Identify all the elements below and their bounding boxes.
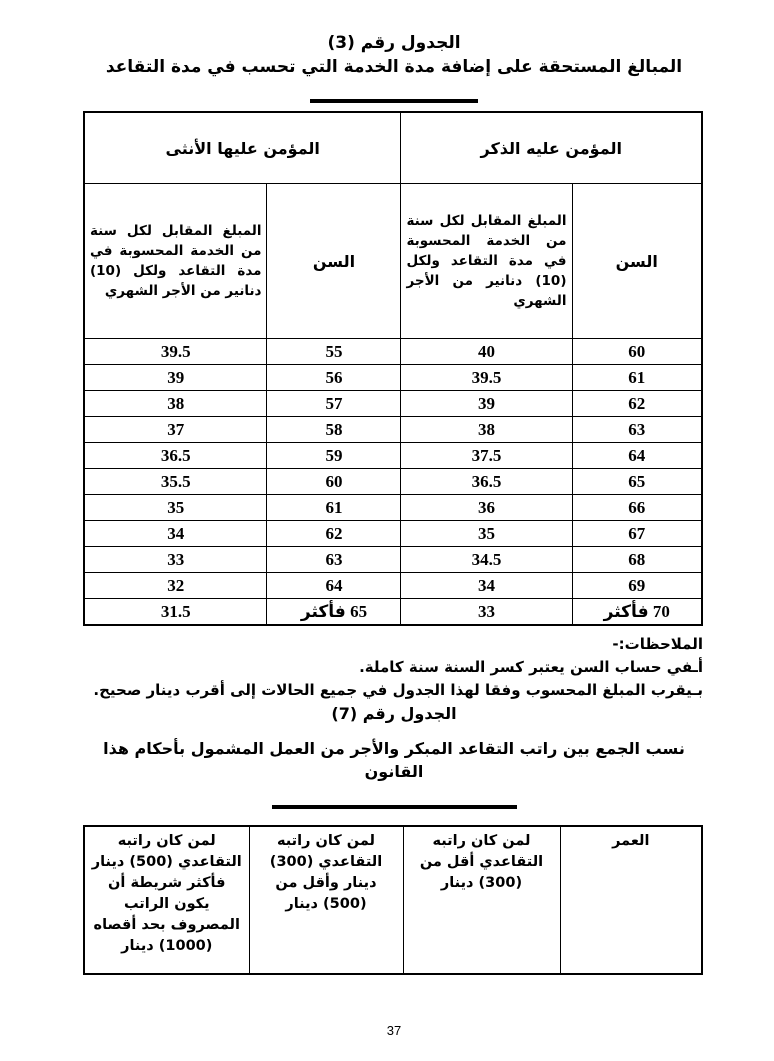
- female-age-cell: 58: [267, 417, 401, 443]
- male-amount-cell: 35: [401, 521, 572, 547]
- male-amount-cell: 33: [401, 599, 572, 626]
- female-age-header: السن: [267, 184, 401, 339]
- male-amount-cell: 36.5: [401, 469, 572, 495]
- table3-title: الجدول رقم (3): [327, 33, 461, 53]
- table-row: [84, 391, 702, 417]
- male-amount-cell: 40: [401, 339, 572, 365]
- female-group-header: المؤمن عليها الأنثى: [84, 112, 401, 184]
- female-amount-cell: 39: [84, 365, 267, 391]
- female-amount-cell: 35: [84, 495, 267, 521]
- notes-section: [85, 633, 703, 702]
- female-amount-cell: 38: [84, 391, 267, 417]
- pension-under-300-header: لمن كان راتبه التقاعدي أقل من (300) دينار: [403, 826, 560, 974]
- female-age-cell: 60: [267, 469, 401, 495]
- male-amount-cell: 39: [401, 391, 572, 417]
- table-row: [84, 417, 702, 443]
- male-age-header: السن: [572, 184, 702, 339]
- male-age-cell: 70 فأكثر: [572, 599, 702, 626]
- female-amount-cell: 32: [84, 573, 267, 599]
- female-age-cell: 57: [267, 391, 401, 417]
- male-amount-cell: 36: [401, 495, 572, 521]
- male-amount-cell: 34.5: [401, 547, 572, 573]
- table-row: [84, 573, 702, 599]
- female-amount-cell: 33: [84, 547, 267, 573]
- table-row: [84, 599, 702, 626]
- female-amount-header: المبلغ المقابل لكل سنة من الخدمة المحسوبة في مدة التقاعد ولكل (10) دنانير من الأجر الشهري: [84, 184, 267, 339]
- note-item-b: بـيقرب المبلغ المحسوب وفقا لهذا الجدول في جميع الحالات إلى أقرب دينار صحيح.: [93, 681, 703, 699]
- female-age-cell: 63: [267, 547, 401, 573]
- table-row: [84, 521, 702, 547]
- male-age-cell: 64: [572, 443, 702, 469]
- male-age-cell: 67: [572, 521, 702, 547]
- note-item-a: أـفي حساب السن يعتبر كسر السنة سنة كاملة.: [359, 658, 703, 676]
- pension-500-and-over-header: لمن كان راتبه التقاعدي (500) دينار فأكثر شريطة أن يكون الراتب المصروف بحد أقصاه (1000) دينار: [84, 826, 249, 974]
- female-amount-cell: 34: [84, 521, 267, 547]
- table7-header-row: [84, 826, 702, 974]
- pension-300-to-500-header: لمن كان راتبه التقاعدي (300) دينار وأقل من (500) دينار: [249, 826, 403, 974]
- female-age-cell: 55: [267, 339, 401, 365]
- age-column-header: العمر: [560, 826, 702, 974]
- female-age-cell: 59: [267, 443, 401, 469]
- male-age-cell: 60: [572, 339, 702, 365]
- male-amount-cell: 38: [401, 417, 572, 443]
- table3-subtitle: المبالغ المستحقة على إضافة مدة الخدمة التي تحسب في مدة التقاعد: [105, 57, 683, 77]
- male-age-cell: 63: [572, 417, 702, 443]
- male-amount-cell: 37.5: [401, 443, 572, 469]
- male-age-cell: 66: [572, 495, 702, 521]
- female-age-cell: 56: [267, 365, 401, 391]
- table-row: [84, 443, 702, 469]
- table-row: [84, 339, 702, 365]
- male-age-cell: 65: [572, 469, 702, 495]
- table-row: [84, 495, 702, 521]
- male-group-header: المؤمن عليه الذكر: [401, 112, 702, 184]
- female-amount-cell: 31.5: [84, 599, 267, 626]
- table-row: [84, 365, 702, 391]
- female-amount-cell: 37: [84, 417, 267, 443]
- female-amount-cell: 35.5: [84, 469, 267, 495]
- male-amount-cell: 39.5: [401, 365, 572, 391]
- male-age-cell: 62: [572, 391, 702, 417]
- female-age-cell: 62: [267, 521, 401, 547]
- female-age-cell: 61: [267, 495, 401, 521]
- table7-title: الجدول رقم (7): [331, 704, 457, 723]
- male-age-cell: 69: [572, 573, 702, 599]
- separator-line-bottom: [272, 805, 517, 809]
- female-age-cell: 64: [267, 573, 401, 599]
- male-amount-cell: 34: [401, 573, 572, 599]
- female-age-cell: 65 فأكثر: [267, 599, 401, 626]
- table3: [83, 111, 703, 626]
- table-row: [84, 547, 702, 573]
- male-age-cell: 61: [572, 365, 702, 391]
- table3-column-header-row: [84, 184, 702, 339]
- notes-heading: الملاحظات:-: [612, 635, 703, 653]
- female-amount-cell: 39.5: [84, 339, 267, 365]
- male-amount-header: المبلغ المقابل لكل سنة من الخدمة المحسوبة في مدة التقاعد ولكل (10) دنانير من الأجر الشهري: [401, 184, 572, 339]
- separator-line-top: [310, 99, 478, 103]
- table-row: [84, 469, 702, 495]
- male-age-cell: 68: [572, 547, 702, 573]
- table7: [83, 825, 703, 975]
- female-amount-cell: 36.5: [84, 443, 267, 469]
- table3-group-header-row: [84, 112, 702, 184]
- table7-subtitle: نسب الجمع بين راتب التقاعد المبكر والأجر من العمل المشمول بأحكام هذا القانون: [103, 739, 685, 781]
- page-number: 37: [386, 1023, 402, 1038]
